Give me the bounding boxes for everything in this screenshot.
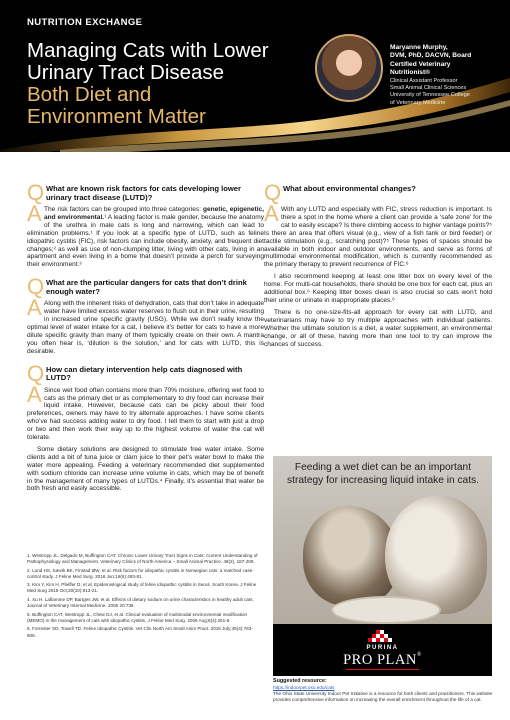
answer (27, 295, 264, 355)
references-list (27, 553, 259, 641)
q-marker: Q (27, 180, 45, 205)
page-title-line-2: Urinary Tract Disease (27, 61, 225, 84)
answer-emphasis: genetic, epigenetic, and environmental. (44, 206, 264, 221)
reference-item: 5. Buffington CAT, Westropp JL, Chew DJ, et al. Clinical evaluation of multimodal environmental modification (MEMO) in the management of cats with idiopathic cystitis. J Feline Med Surg. 2006 Aug;8(4):261-8. (27, 611, 248, 623)
author-credentials-line: Nutritionist® (390, 69, 431, 77)
author-affiliation-line: University of Tennessee College (390, 92, 470, 99)
page-subtitle-line-2: Environment Matter (27, 105, 206, 128)
answer-text: Along with the inherent risks of dehydration, cats that don’t take in adequate water have limited excess water reserves to flush out in their urine, resulting in increased urine specific gravity (USG). While we don’t really know the optimal level of water intake for a cat, I believe it’s better for cats to have a more dilute specific gravity than many of them typically create on their own. A mantra you often hear is, ‘dilution is the solution,’ and for cats with LUTD, this is desirable. (27, 300, 264, 355)
question (27, 360, 264, 386)
a-marker: A (27, 295, 42, 321)
author-affiliation-line: of Veterinary Medicine (390, 99, 446, 106)
answer (264, 201, 492, 348)
reference-item: 1. Westropp JL, Delgado M, Buffington CAT. Chronic Lower Urinary Tract Signs in Cats: Current Understanding of Pathophysiology and Management. Veterinary Clinics of North America – Small Animal Practice. 49(2), 187-209. (27, 553, 258, 565)
page-title-line-1: Managing Cats with Lower (27, 39, 269, 62)
proplan-wordmark (273, 652, 492, 669)
author-affiliation-line: Small Animal Clinical Sciences (390, 85, 467, 92)
qa-item-risk-factors (27, 180, 264, 269)
suggested-resource-link[interactable]: https://indoorpet.osu.edu/cats (273, 684, 335, 690)
answer-text: With any LUTD and especially with FIC, stress reduction is important. Is there a spot in the home where a client can provide a ‘safe zone’ for the cat to easily escape? Is there climbing access to higher vantage points?⁵ Is there an area that offers visual (e.g., view of a fish tank or bird feeder) or tactile stimulation (e.g., scratching post)?⁵ These types of spaces should be available in both indoor and outdoor environments, and serve as forms of multimodal environmental modification, which is currently recommended as the primary therapy to prevent recurrence of FIC.⁶ (264, 206, 492, 269)
section-kicker: NUTRITION EXCHANGE (27, 17, 143, 28)
suggested-resource-heading: Suggested resource: (273, 678, 327, 684)
header-banner (0, 0, 510, 152)
reference-item: 6. Forrester SD, Towell TD. Feline Idiopathic Cystitis. Vet Clin North Am Small Anim Pract. 2015 July;45(4):783-806. (27, 626, 253, 638)
answer-text: Some dietary solutions are designed to stimulate free water intake. Some clients add a bit of tuna juice or clam juice to their pet’s water bowl to make the water more appealing. Feeding a veterinary recommended diet supplemented with sodium chloride can increase urine volume in cats, which may be of benefit in the management of many types of LUTDs.⁴ Finally, it’s essential that water be both fresh and easily accessible. (27, 445, 264, 493)
answer-text: Since wet food often contains more than 70% moisture, offering wet food to cats as the primary diet or as complementary to dry food can increase their liquid intake. However, because cats can be picky about their food preferences, owners may have to try alternate approaches. I have some clients who’ve had success adding water to dry food. I tell them to start with just a drop or two and then work their way up to the highest volume of water the cat will tolerate. (27, 386, 264, 442)
q-marker: Q (27, 360, 45, 386)
photo-caption: Feeding a wet diet can be an important strategy for increasing liquid intake in cats. (287, 462, 479, 486)
a-marker: A (27, 381, 42, 407)
purina-wordmark: PURINA (366, 645, 399, 651)
checkerboard-logo-icon (363, 630, 399, 644)
answer (27, 381, 264, 494)
qa-item-water-dangers (27, 274, 264, 355)
question-text: What are the particular dangers for cats that don’t drink enough water? (46, 278, 247, 297)
a-marker: A (264, 201, 279, 226)
right-column (264, 180, 492, 356)
answer-text: ¹ A leading factor is male gender, because the anatomy of the urethra in male cats is long and narrowing, which can lead to elimination problems.¹ If you look at a specific type of LUTD, such as feline idiopathic cystitis (FIC), risk factors can include obesity, anxiety, and frequent diet changes;² as well as use of non-clumping litter, living with other cats, living in an apartment and even living in a home that doesn’t provide a perch for surveying their environment.³ (27, 213, 264, 269)
q-marker: Q (264, 180, 282, 205)
question-text: How can dietary intervention help cats diagnosed with LUTD? (46, 364, 243, 383)
author-photo (315, 34, 383, 102)
registered-mark: ® (416, 652, 422, 658)
cats-eating-photo (273, 456, 492, 624)
author-block (390, 44, 508, 107)
food-bowl-figure (331, 596, 441, 624)
reference-item: 4. Xu H, Laflamme DP, Bartges JW, et al. Effects of dietary sodium on urine characteristics in healthy adult cats. Journal of Veterinary Internal Medicine. 2006 20:738. (27, 597, 254, 609)
answer-text: I also recommend keeping at least one litter box on every level of the home. For multi-cat households, there should be one box for each cat, plus an additional box.⁶ Keeping litter boxes clean is also crucial so cats won’t hold their urine or urinate in inappropriate places.⁶ (264, 273, 492, 304)
q-marker: Q (27, 274, 45, 300)
proplan-text: PRO PLAN (343, 652, 417, 668)
author-affiliation-line: Clinical Assistant Professor (390, 77, 458, 84)
question-text: What about environmental changes? (283, 184, 416, 193)
answer-text: There is no one-size-fits-all approach for every cat with LUTD, and veterinarians may have to try multiple approaches with individual patients. Whether the ultimate solution is a diet, a water supplement, an environmental change, or all of these, having more than one tool to try can improve the chances of success. (264, 308, 492, 348)
suggested-resource (273, 679, 495, 703)
answer-text: The risk factors can be grouped into three categories: (44, 206, 203, 213)
answer (27, 201, 264, 269)
proplan-underline (346, 669, 419, 670)
author-credentials-line: DVM, PhD, DACVN, Board (390, 52, 472, 60)
author-credentials-line: Certified Veterinary (390, 60, 451, 68)
a-marker: A (27, 201, 42, 226)
author-name-line: Maryanne Murphy, (390, 44, 448, 51)
qa-item-dietary-intervention (27, 360, 264, 494)
reference-item: 2. Lund HS, Sævik BK, Finstad ØW, et al. Risk factors for idiopathic cystitis in Norwegian cats: a matched case-control study. J Feline Med Surg. 2016 Jun;18(6):483-91. (27, 567, 254, 579)
reference-item: 3. Kim Y, Kim H, Pfeiffer D, et al. Epidemiological study of feline idiopathic cystitis in Seoul, South Korea. J Feline Med Surg 2018 Oct;20(10):913-21. (27, 582, 257, 594)
qa-item-environmental-changes (264, 180, 492, 348)
left-column (27, 180, 264, 501)
purina-pro-plan-logo (273, 624, 492, 676)
page-subtitle-line-1: Both Diet and (27, 83, 152, 106)
question (27, 274, 264, 300)
suggested-resource-text: The Ohio State University Indoor Pet Initiative is a resource for both clients and practitioners. This website provides comprehensive information on increasing the overall enrichment throughout the life of a cat. (273, 690, 493, 702)
question (264, 180, 492, 205)
question-text: What are known risk factors for cats developing lower urinary tract disease (LUTD)? (46, 184, 241, 202)
question (27, 180, 264, 205)
